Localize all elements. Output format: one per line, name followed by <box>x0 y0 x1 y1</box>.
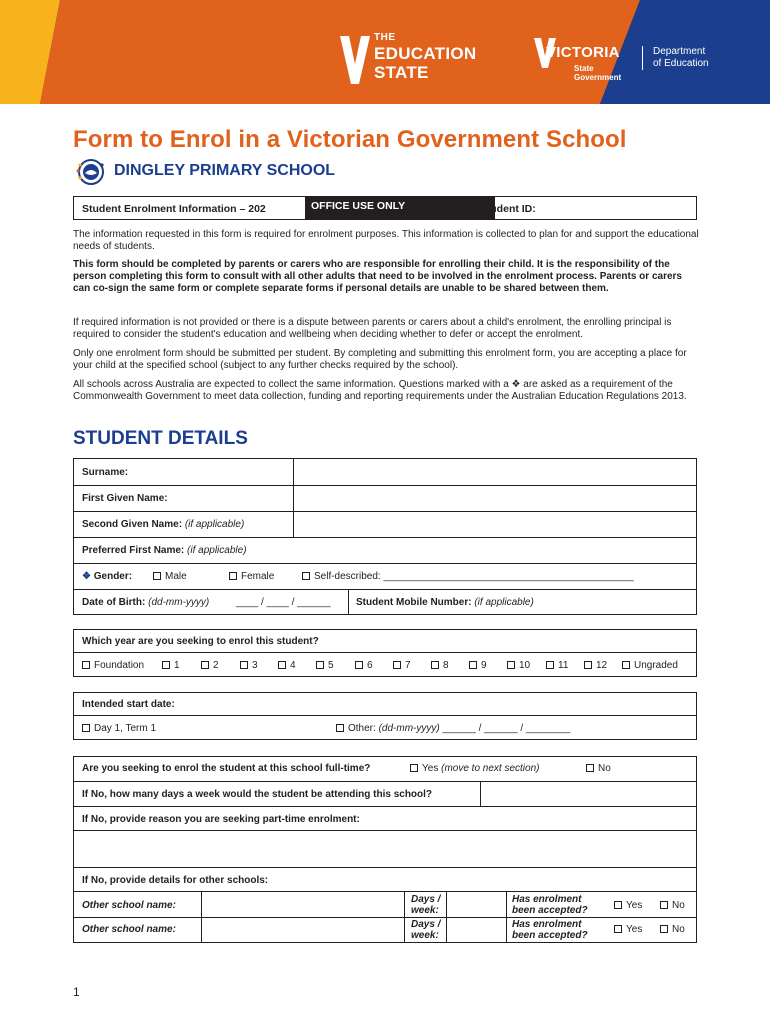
education-logo-line3: STATE <box>374 63 429 82</box>
year-option-5[interactable] <box>316 660 334 671</box>
year-option-9[interactable] <box>469 660 487 671</box>
surname-label: Surname: <box>82 467 129 478</box>
victoria-sub-line2: Government <box>574 73 622 82</box>
fulltime-no-label: No <box>598 763 611 774</box>
mobile-label <box>356 597 534 608</box>
other-school-input[interactable] <box>202 918 404 942</box>
year-option-3[interactable] <box>240 660 258 671</box>
reason-question: If No, provide reason you are seeking part-time enrolment: <box>82 814 360 825</box>
dob-label <box>82 597 209 608</box>
student-details-heading: STUDENT DETAILS <box>73 428 248 449</box>
gender-male-option[interactable] <box>153 571 187 582</box>
days-input[interactable] <box>481 782 696 806</box>
checkbox-icon[interactable] <box>584 661 592 669</box>
year-label: 7 <box>405 660 411 671</box>
year-level-box <box>73 629 697 677</box>
school-crest-icon <box>74 156 108 188</box>
intro-paragraph: The information requested in this form is required for enrolment purposes. This information is collected to plan for and support the educational needs of students. <box>73 229 699 252</box>
checkbox-icon[interactable] <box>316 661 324 669</box>
other-school-input[interactable] <box>202 892 404 917</box>
checkbox-icon[interactable] <box>336 724 344 732</box>
year-option-6[interactable] <box>355 660 373 671</box>
other-school-text: Other school name: <box>82 900 176 911</box>
other-school-text: Other school name: <box>82 924 176 935</box>
office-use-only-label: OFFICE USE ONLY <box>305 196 495 220</box>
accepted-no-label: No <box>672 924 685 935</box>
year-option-8[interactable] <box>431 660 449 671</box>
accepted-yes-option[interactable] <box>614 924 642 935</box>
other-date-blank[interactable]: ______ / ______ / ________ <box>442 723 571 734</box>
page-number: 1 <box>73 985 80 999</box>
days-week-line1: Days / <box>411 894 441 905</box>
start-date-box <box>73 692 697 740</box>
row-divider <box>74 715 696 716</box>
gender-label <box>82 571 132 582</box>
second-name-input[interactable] <box>294 512 696 537</box>
checkbox-icon[interactable] <box>546 661 554 669</box>
accepted-line1: Has enrolment <box>512 919 582 930</box>
preferred-name-note: (if applicable) <box>187 545 247 556</box>
accepted-no-label: No <box>672 900 685 911</box>
second-name-text: Second Given Name: <box>82 519 183 530</box>
header-banner <box>0 0 770 104</box>
cases21-id-field[interactable] <box>560 197 697 219</box>
year-label: Ungraded <box>634 660 678 671</box>
days-week-label <box>411 919 440 941</box>
checkbox-icon[interactable] <box>82 661 90 669</box>
second-name-note: (if applicable) <box>184 519 245 530</box>
year-option-foundation[interactable] <box>82 660 144 671</box>
victoria-government-logo <box>534 34 644 86</box>
checkbox-icon[interactable] <box>431 661 439 669</box>
education-state-logo <box>340 32 510 88</box>
accepted-line2: been accepted? <box>512 905 588 916</box>
checkbox-icon[interactable] <box>614 901 622 909</box>
department-line1: Department <box>653 46 706 57</box>
second-name-label <box>82 519 244 530</box>
row-divider <box>74 537 696 538</box>
year-label: 4 <box>290 660 296 671</box>
victoria-wordmark: VICTORIA <box>546 44 620 61</box>
accepted-no-option[interactable] <box>660 900 685 911</box>
dob-input[interactable]: ____ / ____ / ______ <box>236 597 331 608</box>
commonwealth-marker-icon: ❖ <box>82 571 91 582</box>
checkbox-icon[interactable] <box>82 724 90 732</box>
row-divider <box>74 867 696 868</box>
days-week-label <box>411 894 440 916</box>
dob-text: Date of Birth: <box>82 597 146 608</box>
checkbox-icon[interactable] <box>507 661 515 669</box>
year-label: 12 <box>596 660 608 671</box>
start-other-option[interactable] <box>336 723 570 734</box>
dob-format: (dd-mm-yyyy) <box>148 597 210 608</box>
checkbox-icon[interactable] <box>622 661 630 669</box>
year-label: 5 <box>328 660 334 671</box>
year-option-11[interactable] <box>546 660 568 671</box>
cases21-label: CASES21 Student ID: <box>429 203 536 215</box>
victoria-sub-line1: State <box>574 64 594 73</box>
checkbox-icon[interactable] <box>229 572 237 580</box>
year-label: 1 <box>174 660 180 671</box>
row-divider <box>74 563 696 564</box>
days-week-line2: week: <box>411 930 439 941</box>
gender-text: Gender: <box>93 571 133 582</box>
day1-label: Day 1, Term 1 <box>94 723 157 734</box>
year-label: 11 <box>558 660 569 671</box>
education-logo-line2: EDUCATION <box>374 44 477 63</box>
accepted-yes-option[interactable] <box>614 900 642 911</box>
checkbox-icon[interactable] <box>393 661 401 669</box>
department-line2: of Education <box>653 58 709 69</box>
female-label: Female <box>241 571 275 582</box>
department-label <box>642 46 709 70</box>
year-option-ungraded[interactable] <box>622 660 678 671</box>
checkbox-icon[interactable] <box>162 661 170 669</box>
responsibility-paragraph: This form should be completed by parents or carers who are responsible for enrolling their child. It is the responsibility of the person completing this form to consult with all other adults that need to be involved in the enrolment process. Parents or carers can co-sign the same form or complete separate forms if personal details are unable to be shared between them. <box>73 259 682 294</box>
preferred-name-text: Preferred First Name: <box>82 545 185 556</box>
fulltime-yes-note: (move to next section) <box>441 763 540 774</box>
education-chevron-icon <box>340 36 370 86</box>
gender-self-described-option[interactable] <box>302 571 634 582</box>
year-label: 3 <box>252 660 258 671</box>
dob-divider <box>348 590 349 615</box>
accepted-yes-label: Yes <box>626 924 643 935</box>
days-week-line2: week: <box>411 905 439 916</box>
year-label: 2 <box>213 660 219 671</box>
fulltime-yes-label: Yes <box>422 763 439 774</box>
fulltime-question: Are you seeking to enrol the student at this school full-time? <box>82 763 371 774</box>
accepted-label <box>512 894 588 916</box>
year-option-2[interactable] <box>201 660 219 671</box>
surname-input[interactable] <box>294 459 696 485</box>
days-question: If No, how many days a week would the student be attending this school? <box>82 789 433 800</box>
mobile-input[interactable] <box>566 590 696 615</box>
checkbox-icon[interactable] <box>278 661 286 669</box>
accepted-yes-label: Yes <box>626 900 643 911</box>
year-label: 9 <box>481 660 487 671</box>
other-school-label <box>82 900 176 911</box>
mobile-note: (if applicable) <box>474 597 534 608</box>
fulltime-no-option[interactable] <box>586 763 611 774</box>
fulltime-box <box>73 756 697 943</box>
year-label: 8 <box>443 660 449 671</box>
education-logo-line1: THE <box>374 32 396 43</box>
form-title: Form to Enrol in a Victorian Government School <box>73 126 627 153</box>
first-name-label: First Given Name: <box>82 493 168 504</box>
other-label: Other: <box>348 723 376 734</box>
preferred-name-label <box>82 545 247 556</box>
accepted-line2: been accepted? <box>512 930 588 941</box>
fulltime-yes-option[interactable] <box>410 763 539 774</box>
checkbox-icon[interactable] <box>660 925 668 933</box>
year-option-12[interactable] <box>584 660 607 671</box>
checkbox-icon[interactable] <box>469 661 477 669</box>
enrolment-info-strip <box>73 196 697 220</box>
reason-input[interactable] <box>74 831 696 867</box>
year-label: 10 <box>519 660 531 671</box>
checkbox-icon[interactable] <box>586 764 594 772</box>
checkbox-icon[interactable] <box>410 764 418 772</box>
year-option-10[interactable] <box>507 660 530 671</box>
year-option-7[interactable] <box>393 660 411 671</box>
mobile-text: Student Mobile Number: <box>356 597 472 608</box>
year-label: 6 <box>367 660 373 671</box>
student-details-box <box>73 458 697 615</box>
checkbox-icon[interactable] <box>614 925 622 933</box>
victoria-subtext <box>574 64 621 82</box>
checkbox-icon[interactable] <box>302 572 310 580</box>
checkbox-icon[interactable] <box>201 661 209 669</box>
other-school-label <box>82 924 176 935</box>
year-option-4[interactable] <box>278 660 296 671</box>
start-day1-option[interactable] <box>82 723 156 734</box>
accepted-label <box>512 919 588 941</box>
start-date-label: Intended start date: <box>82 699 175 710</box>
checkbox-icon[interactable] <box>355 661 363 669</box>
enrolment-info-label: Student Enrolment Information – 202 <box>82 203 266 215</box>
days-week-line1: Days / <box>411 919 441 930</box>
single-form-paragraph: Only one enrolment form should be submitted per student. By completing and submitting this enrolment form, you are accepting a place for your child at the specified school (subject to any further checks required by the school). <box>73 348 687 371</box>
accepted-no-option[interactable] <box>660 924 685 935</box>
checkbox-icon[interactable] <box>153 572 161 580</box>
other-schools-question: If No, provide details for other schools: <box>82 875 269 886</box>
accepted-line1: Has enrolment <box>512 894 582 905</box>
self-described-label: Self-described: _____________________________________________ <box>314 571 634 582</box>
checkbox-icon[interactable] <box>240 661 248 669</box>
first-name-input[interactable] <box>294 486 696 511</box>
school-name: DINGLEY PRIMARY SCHOOL <box>114 162 336 179</box>
gender-female-option[interactable] <box>229 571 274 582</box>
row-divider <box>74 652 696 653</box>
checkbox-icon[interactable] <box>660 901 668 909</box>
dispute-paragraph: If required information is not provided or there is a dispute between parents or carers about a child's enrolment, the enrolling principal is required to consider the student's education and wellbeing when deciding whether to defer or accept the enrolment. <box>73 317 672 340</box>
commonwealth-paragraph: All schools across Australia are expected to collect the same information. Questions marked with a ❖ are asked as a requirement of the Commonwealth Government to meet data collection, funding and reporting requirements under the Australian Education Regulations 2013. <box>73 379 687 402</box>
year-question: Which year are you seeking to enrol this student? <box>82 636 319 647</box>
year-option-1[interactable] <box>162 660 180 671</box>
other-format: (dd-mm-yyyy) <box>378 723 440 734</box>
row-divider <box>74 806 696 807</box>
year-label: Foundation <box>94 660 145 671</box>
male-label: Male <box>165 571 187 582</box>
